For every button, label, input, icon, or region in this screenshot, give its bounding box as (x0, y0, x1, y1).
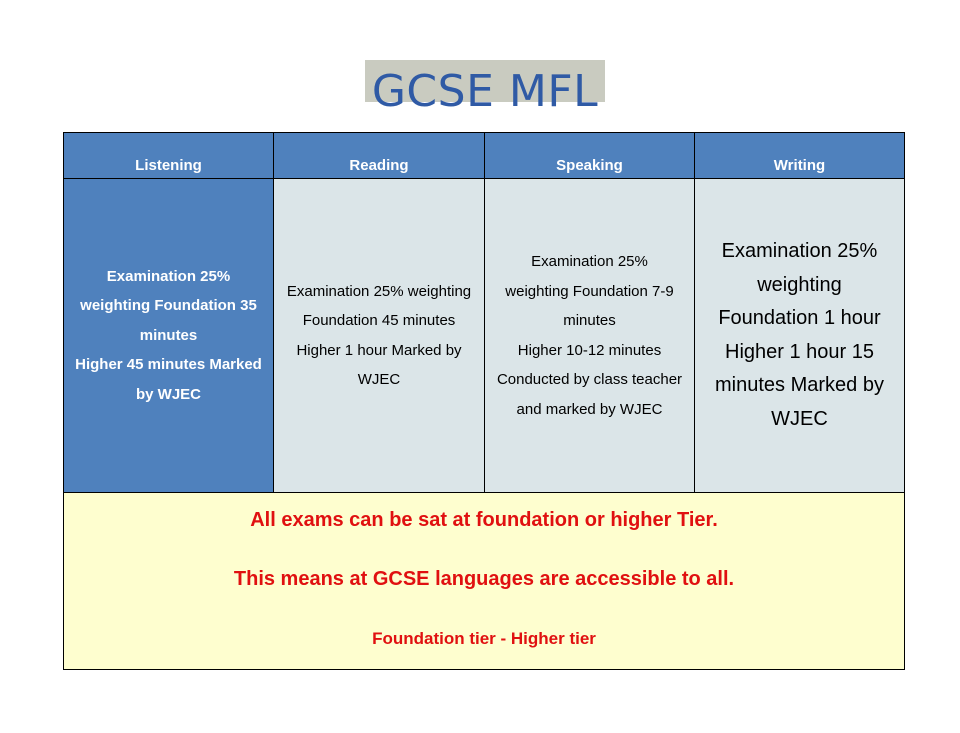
text-line: Examination 25% (106, 267, 231, 285)
text-line: weighting Foundation 35 (80, 297, 257, 315)
cell-listening-text (75, 262, 262, 410)
header-reading: Reading (274, 133, 485, 179)
footer-line-tiers: Foundation tier - Higher tier (372, 629, 596, 648)
cell-reading (274, 179, 485, 493)
text-line: weighting (757, 273, 842, 296)
header-speaking: Speaking (485, 133, 695, 179)
text-line: Higher 1 hour Marked by (296, 341, 462, 359)
text-line: WJEC (771, 407, 828, 430)
cell-speaking-text (497, 247, 682, 424)
footer-line-accessible: This means at GCSE languages are accessible to all. (233, 568, 735, 590)
text-line: Conducted by class teacher (496, 371, 683, 388)
text-line: weighting Foundation 7-9 (505, 282, 674, 300)
cell-listening (64, 179, 274, 493)
tier-info-footer (64, 493, 904, 669)
page-title: GCSE MFL (371, 66, 599, 117)
text-line: Higher 1 hour 15 (725, 340, 874, 363)
text-line: Foundation 1 hour (718, 307, 881, 329)
text-line: minutes (139, 326, 198, 344)
header-writing: Writing (695, 133, 904, 179)
header-listening: Listening (64, 133, 274, 179)
text-line: WJEC (357, 371, 401, 388)
exam-table (63, 132, 905, 670)
text-line: by WJEC (135, 385, 201, 403)
text-line: Examination 25% (531, 253, 648, 270)
text-line: Higher 45 minutes Marked (75, 356, 262, 374)
text-line: minutes Marked by (715, 374, 884, 396)
text-line: and marked by WJEC (516, 400, 663, 418)
text-line: Higher 10-12 minutes (517, 341, 662, 359)
cell-writing (695, 179, 904, 493)
cell-speaking (485, 179, 695, 493)
text-line: minutes (563, 312, 616, 329)
cell-writing-text (709, 235, 890, 436)
cell-reading-text (287, 277, 471, 395)
text-line: Examination 25% weighting (286, 282, 472, 300)
text-line: Foundation 45 minutes (302, 312, 456, 329)
footer-line-tier: All exams can be sat at foundation or higher Tier. (250, 509, 718, 531)
text-line: Examination 25% (721, 240, 878, 262)
